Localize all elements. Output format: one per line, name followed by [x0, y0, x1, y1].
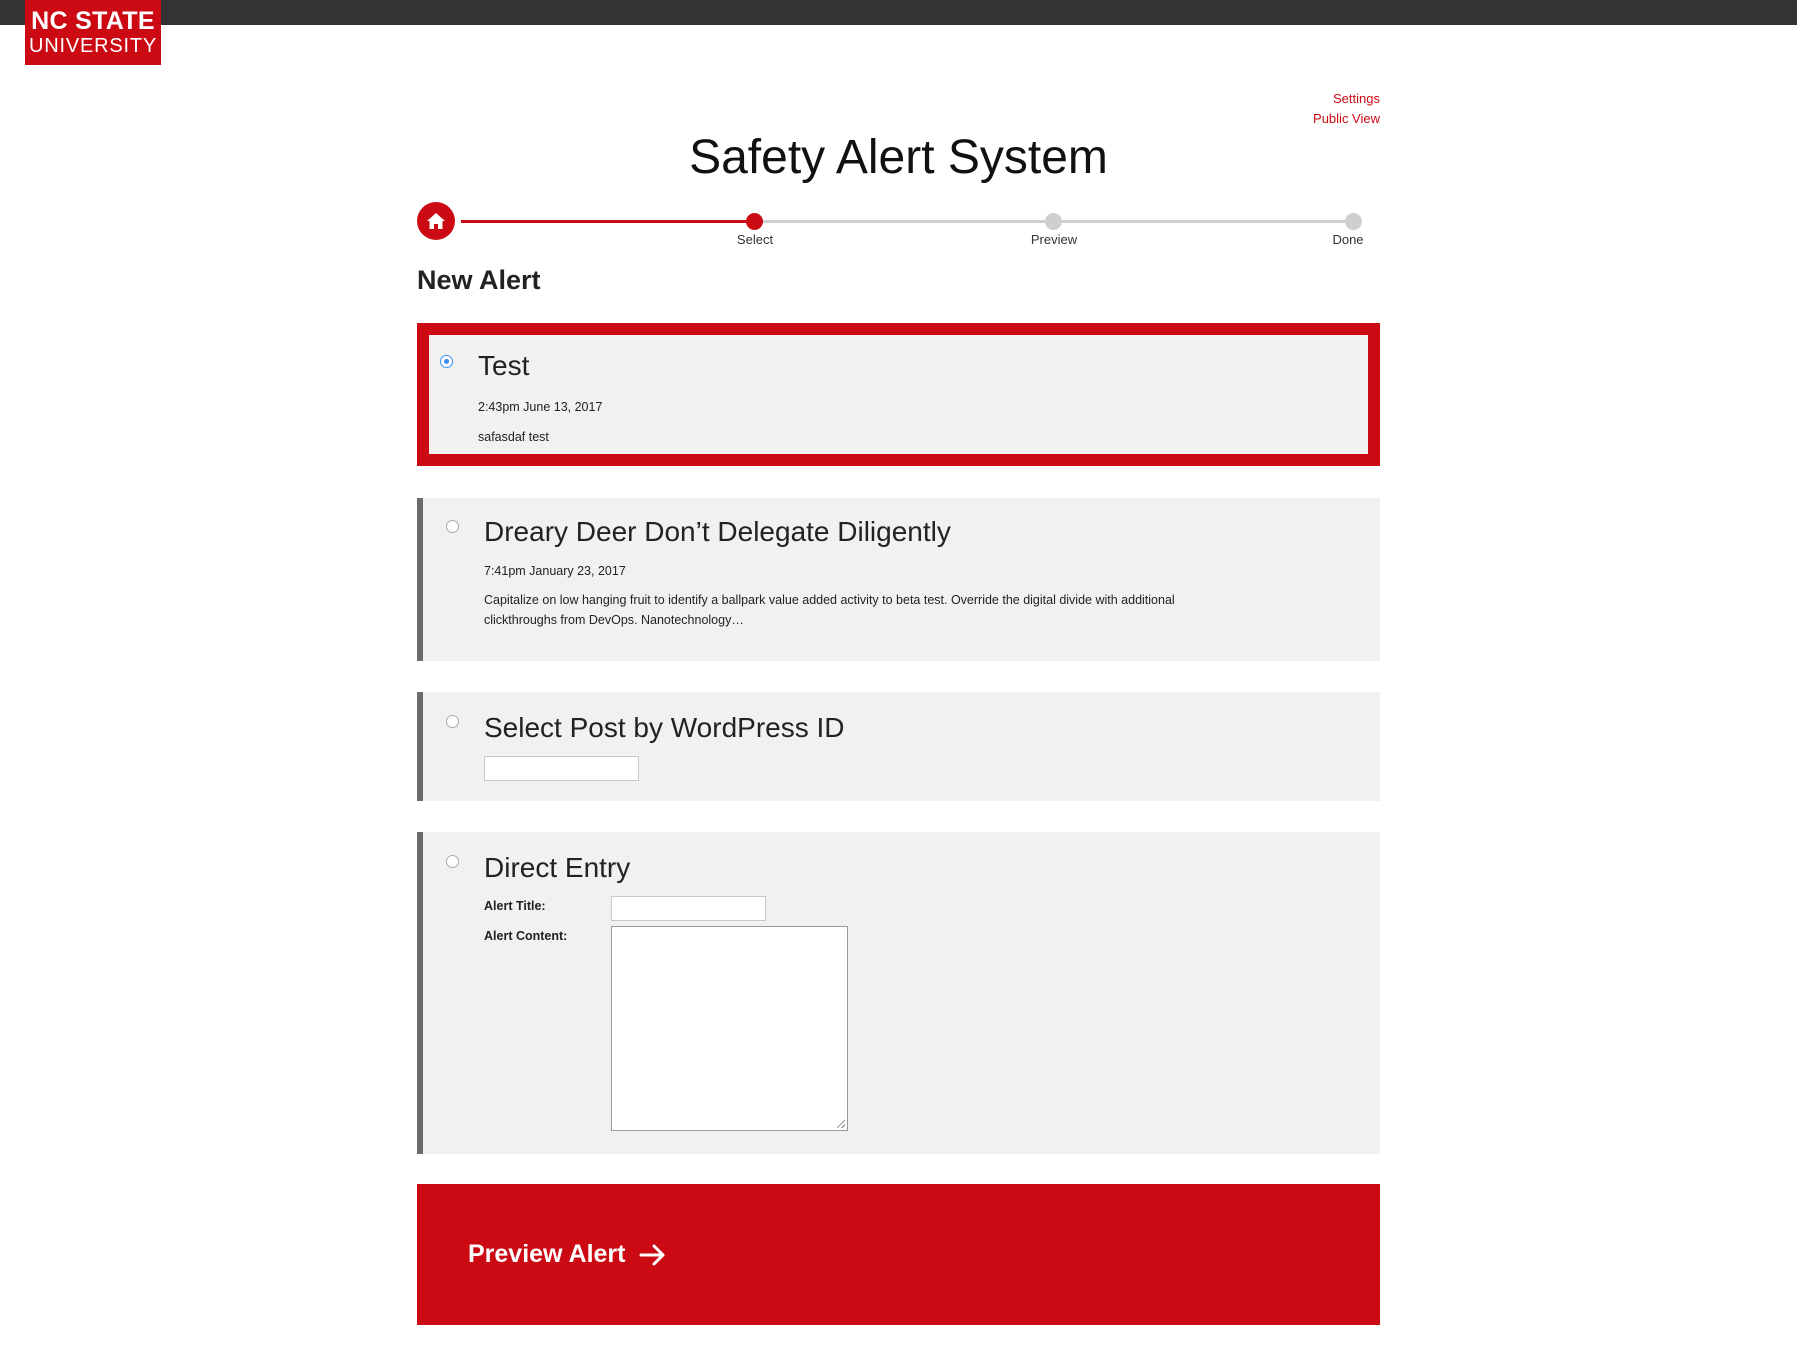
resize-grip-icon[interactable]	[837, 1120, 845, 1128]
option-radio[interactable]	[446, 715, 459, 728]
progress-line-pending	[761, 220, 1047, 223]
option-title: Dreary Deer Don’t Delegate Diligently	[484, 516, 951, 547]
option-date: 2:43pm June 13, 2017	[478, 400, 603, 414]
step-dot-select	[746, 213, 763, 230]
option-radio[interactable]	[440, 355, 453, 368]
nc-state-logo[interactable]	[25, 0, 161, 65]
wordpress-id-option-card[interactable]	[417, 692, 1380, 801]
option-title: Select Post by WordPress ID	[484, 712, 845, 743]
option-radio[interactable]	[446, 855, 459, 868]
alert-option-card[interactable]	[417, 323, 1380, 466]
preview-alert-label: Preview Alert	[468, 1240, 626, 1268]
alert-option-card[interactable]	[417, 498, 1380, 661]
arrow-right-icon	[639, 1243, 667, 1267]
direct-entry-option-card[interactable]	[417, 832, 1380, 1154]
step-dot-preview	[1045, 213, 1062, 230]
step-dot-done	[1345, 213, 1362, 230]
alert-content-label: Alert Content:	[484, 929, 568, 943]
progress-stepper	[417, 200, 1380, 250]
top-links	[1313, 89, 1380, 129]
option-radio[interactable]	[446, 520, 459, 533]
step-label-done: Done	[1332, 232, 1364, 247]
alert-content-textarea[interactable]	[611, 926, 848, 1131]
alert-title-label: Alert Title:	[484, 899, 546, 913]
logo-line-2: UNIVERSITY	[28, 35, 158, 57]
logo-line-1: NC STATE	[31, 7, 155, 35]
top-bar	[0, 0, 1797, 25]
wordpress-id-input[interactable]	[484, 756, 639, 781]
home-step-button[interactable]	[417, 202, 455, 240]
public-view-link[interactable]: Public View	[1313, 111, 1380, 126]
option-body: safasdaf test	[478, 430, 549, 444]
step-label-preview: Preview	[1030, 232, 1078, 247]
page-title: Safety Alert System	[689, 131, 1108, 184]
option-title: Test	[478, 350, 530, 381]
step-label-select: Select	[736, 232, 774, 247]
option-title: Direct Entry	[484, 852, 631, 883]
preview-alert-button[interactable]	[417, 1184, 1380, 1325]
progress-line-pending	[1061, 220, 1347, 223]
alert-title-input[interactable]	[611, 896, 766, 921]
home-icon	[426, 211, 446, 231]
progress-line-complete	[461, 220, 748, 223]
section-title: New Alert	[417, 265, 541, 295]
settings-link[interactable]: Settings	[1333, 91, 1380, 106]
option-date: 7:41pm January 23, 2017	[484, 564, 626, 578]
option-body: Capitalize on low hanging fruit to identify a ballpark value added activity to beta test. Override the digital divide with additional clickthroughs from DevOps. Nanotechnology…	[484, 593, 1175, 627]
